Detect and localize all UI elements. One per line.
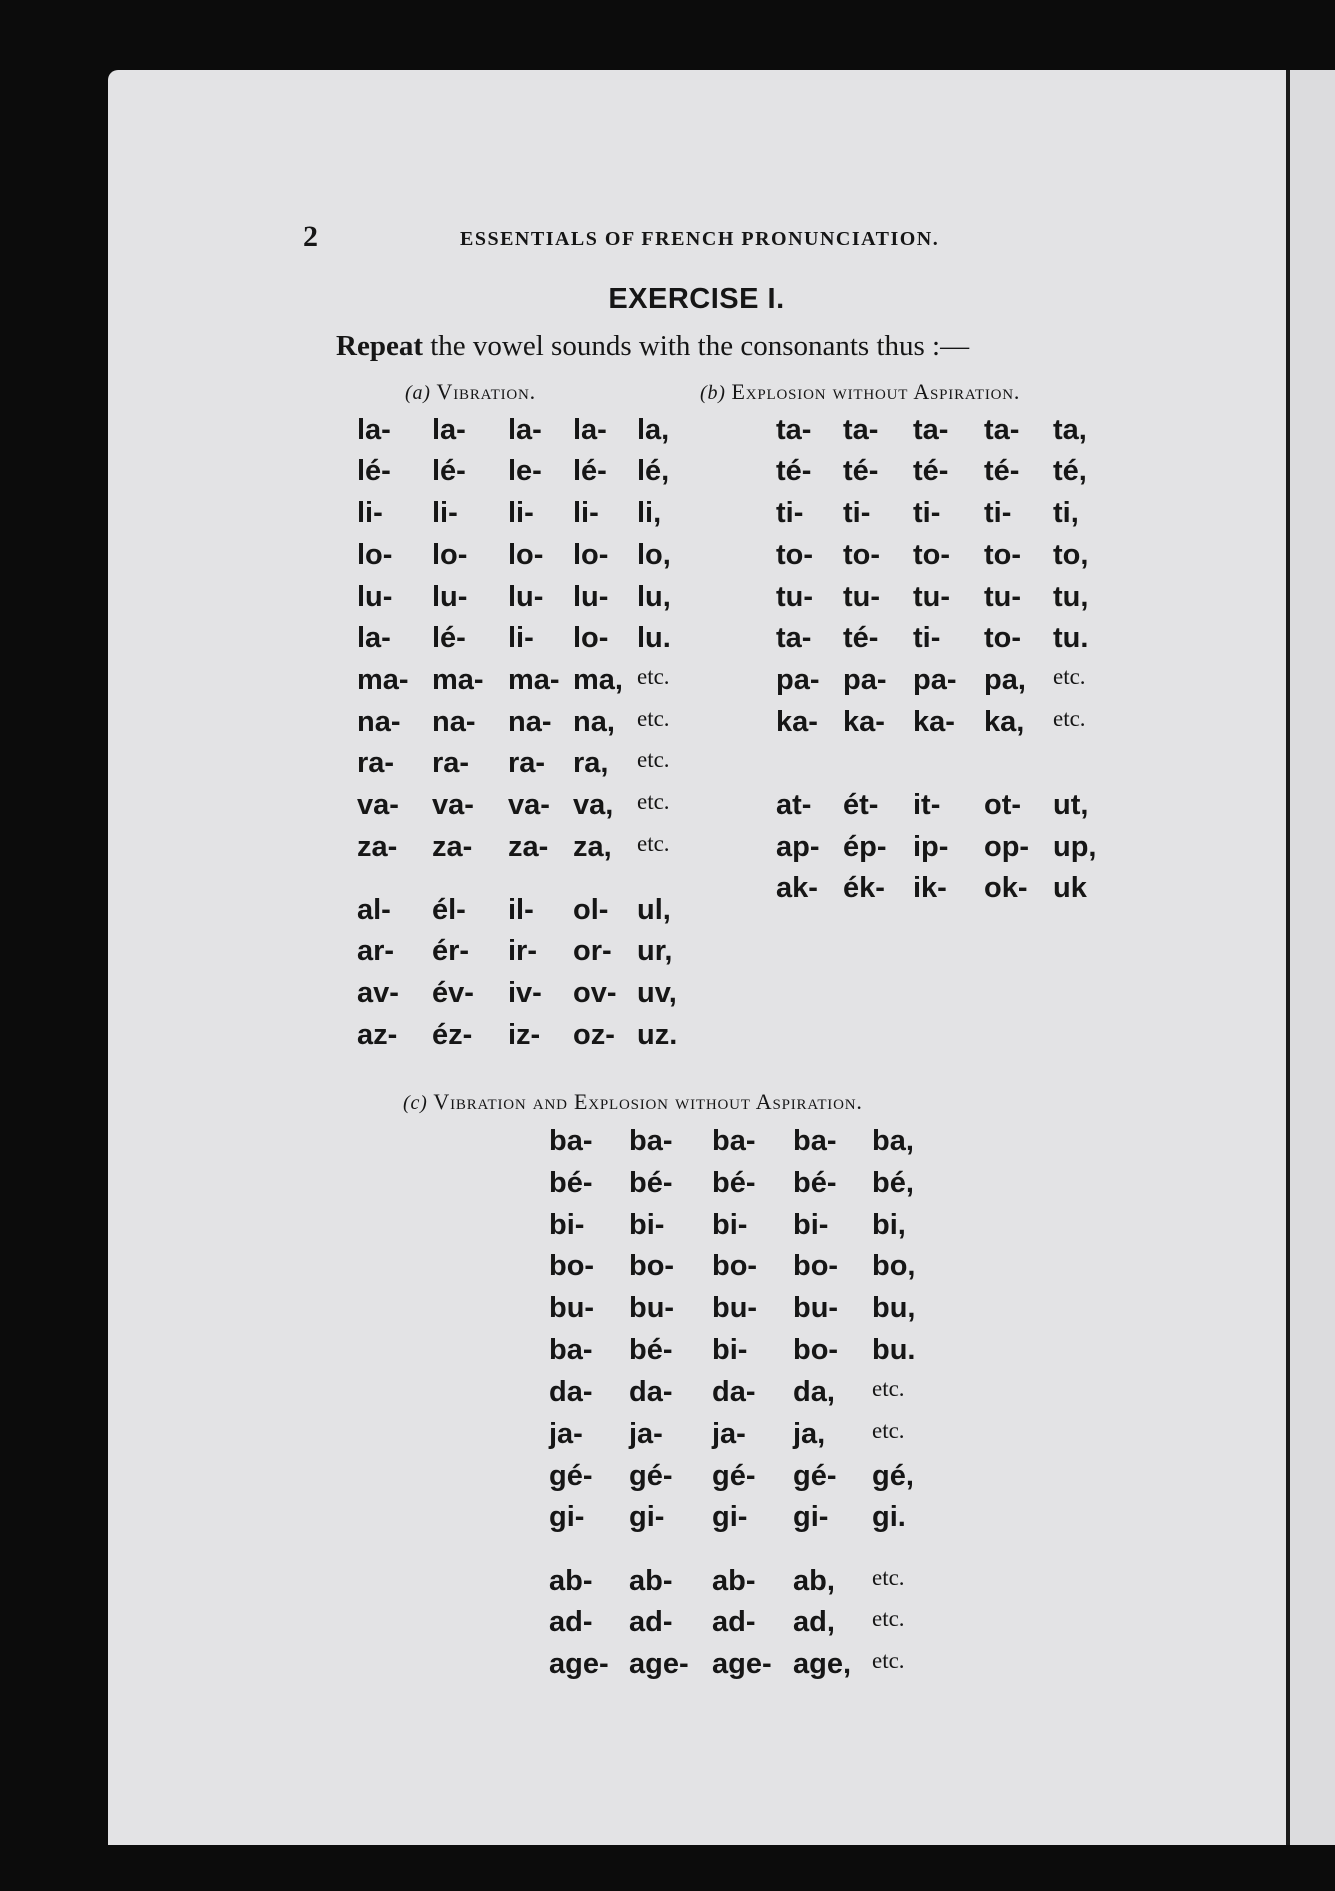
etc-label: etc. — [1053, 664, 1086, 689]
syllable-cell: lo- — [573, 622, 609, 654]
syllable-cell: la- — [357, 622, 391, 654]
syllable-cell: ép- — [843, 831, 887, 863]
syllable-cell: bé- — [712, 1167, 756, 1199]
syllable-cell: lu- — [432, 581, 468, 613]
syllable-cell: ta- — [984, 414, 1020, 446]
syllable-cell: za, — [573, 831, 612, 863]
syllable-cell: ra- — [432, 747, 470, 779]
page-number: 2 — [303, 220, 318, 253]
syllable-cell: op- — [984, 831, 1030, 863]
syllable-cell: tu- — [984, 581, 1022, 613]
syllable-cell: li- — [357, 497, 383, 529]
syllable-cell: té- — [984, 455, 1020, 487]
syllable-cell: uz. — [637, 1019, 678, 1051]
syllable-cell: la- — [432, 414, 466, 446]
syllable-cell: lu. — [637, 622, 671, 654]
syllable-cell: oz- — [573, 1019, 615, 1051]
syllable-cell: ti- — [776, 497, 804, 529]
syllable-cell: ip- — [913, 831, 949, 863]
section-c-marker: (c) — [403, 1092, 428, 1114]
syllable-cell: ra- — [357, 747, 395, 779]
syllable-cell: ka- — [843, 706, 885, 738]
exercise-title: EXERCISE I. — [608, 283, 785, 315]
etc-label: etc. — [637, 706, 670, 731]
syllable-cell: da- — [549, 1376, 593, 1408]
syllable-cell: da- — [712, 1376, 756, 1408]
syllable-cell: va- — [357, 789, 399, 821]
syllable-cell: uv, — [637, 977, 677, 1009]
syllable-cell: av- — [357, 977, 399, 1009]
syllable-cell: lé- — [573, 455, 607, 487]
syllable-cell: bi- — [549, 1209, 585, 1241]
syllable-cell: ba- — [549, 1125, 593, 1157]
syllable-cell: ék- — [843, 872, 885, 904]
syllable-cell: ar- — [357, 935, 395, 967]
syllable-cell: to- — [984, 622, 1022, 654]
syllable-cell: le- — [508, 455, 542, 487]
syllable-cell: gé- — [549, 1460, 593, 1492]
syllable-cell: bé- — [793, 1167, 837, 1199]
etc-label: etc. — [872, 1376, 905, 1401]
syllable-cell: za- — [432, 831, 473, 863]
syllable-cell: ba- — [712, 1125, 756, 1157]
syllable-cell: ut, — [1053, 789, 1089, 821]
syllable-cell: ét- — [843, 789, 879, 821]
syllable-cell: bu. — [872, 1334, 916, 1366]
syllable-cell: ba- — [793, 1125, 837, 1157]
syllable-cell: na- — [357, 706, 401, 738]
syllable-cell: gé- — [712, 1460, 756, 1492]
syllable-cell: ok- — [984, 872, 1028, 904]
etc-label: etc. — [637, 747, 670, 772]
syllable-cell: or- — [573, 935, 612, 967]
section-a-heading — [405, 379, 536, 405]
syllable-cell: ab- — [629, 1565, 673, 1597]
syllable-cell: bu, — [872, 1292, 916, 1324]
syllable-cell: bu- — [793, 1292, 839, 1324]
syllable-cell: ba- — [549, 1334, 593, 1366]
section-b-heading — [700, 379, 1020, 405]
syllable-cell: bu- — [712, 1292, 758, 1324]
syllable-cell: la- — [508, 414, 542, 446]
syllable-cell: bo- — [629, 1250, 675, 1282]
syllable-cell: ab- — [712, 1565, 756, 1597]
syllable-cell: li, — [637, 497, 662, 529]
syllable-cell: li- — [432, 497, 458, 529]
syllable-cell: iz- — [508, 1019, 541, 1051]
syllable-cell: na- — [508, 706, 552, 738]
syllable-cell: lo, — [637, 539, 671, 571]
syllable-cell: bu- — [549, 1292, 595, 1324]
instruction-line — [336, 330, 969, 363]
syllable-cell: té- — [913, 455, 949, 487]
syllable-cell: to- — [776, 539, 814, 571]
syllable-cell: age- — [549, 1648, 609, 1680]
syllable-cell: ad, — [793, 1606, 835, 1638]
syllable-cell: ov- — [573, 977, 617, 1009]
syllable-cell: bi- — [629, 1209, 665, 1241]
syllable-cell: gé, — [872, 1460, 914, 1492]
syllable-cell: al- — [357, 894, 391, 926]
syllable-cell: va- — [508, 789, 550, 821]
running-head: ESSENTIALS OF FRENCH PRONUNCIATION. — [460, 228, 940, 250]
syllable-cell: na- — [432, 706, 476, 738]
syllable-cell: pa- — [776, 664, 820, 696]
syllable-cell: ja- — [549, 1418, 583, 1450]
syllable-cell: to- — [984, 539, 1022, 571]
syllable-cell: to, — [1053, 539, 1089, 571]
section-b-title: Explosion without Aspiration. — [731, 379, 1021, 404]
syllable-cell: gi- — [629, 1501, 665, 1533]
syllable-cell: ma- — [357, 664, 409, 696]
syllable-cell: lo- — [357, 539, 393, 571]
syllable-cell: va, — [573, 789, 614, 821]
syllable-cell: lu- — [573, 581, 609, 613]
syllable-cell: tu- — [776, 581, 814, 613]
syllable-cell: ad- — [712, 1606, 756, 1638]
syllable-cell: év- — [432, 977, 474, 1009]
syllable-cell: ti- — [913, 497, 941, 529]
instruction-rest: the vowel sounds with the consonants thus :— — [422, 330, 970, 362]
syllable-cell: li- — [508, 497, 534, 529]
syllable-cell: ir- — [508, 935, 537, 967]
syllable-cell: lo- — [573, 539, 609, 571]
syllable-cell: bi- — [712, 1334, 748, 1366]
section-a-title: Vibration. — [436, 379, 536, 404]
syllable-cell: il- — [508, 894, 534, 926]
etc-label: etc. — [872, 1418, 905, 1443]
syllable-cell: ti, — [1053, 497, 1079, 529]
syllable-cell: té- — [843, 622, 879, 654]
syllable-cell: iv- — [508, 977, 542, 1009]
syllable-cell: éz- — [432, 1019, 473, 1051]
syllable-cell: ul, — [637, 894, 671, 926]
syllable-cell: lu- — [508, 581, 544, 613]
syllable-cell: ot- — [984, 789, 1022, 821]
syllable-cell: ti- — [843, 497, 871, 529]
syllable-cell: na, — [573, 706, 615, 738]
syllable-cell: to- — [913, 539, 951, 571]
syllable-cell: bé- — [629, 1167, 673, 1199]
syllable-cell: lu- — [357, 581, 393, 613]
syllable-cell: bo- — [793, 1334, 839, 1366]
etc-label: etc. — [872, 1606, 905, 1631]
syllable-cell: age- — [712, 1648, 772, 1680]
syllable-cell: ak- — [776, 872, 818, 904]
syllable-cell: ti- — [984, 497, 1012, 529]
syllable-cell: bé- — [549, 1167, 593, 1199]
syllable-cell: ta- — [776, 414, 812, 446]
syllable-cell: age, — [793, 1648, 852, 1680]
syllable-cell: gé- — [629, 1460, 673, 1492]
syllable-cell: té- — [843, 455, 879, 487]
instruction-lead: Repeat — [336, 330, 423, 362]
syllable-cell: gi. — [872, 1501, 906, 1533]
syllable-cell: bo- — [549, 1250, 595, 1282]
syllable-cell: la, — [637, 414, 670, 446]
syllable-cell: li- — [573, 497, 599, 529]
etc-label: etc. — [637, 789, 670, 814]
syllable-cell: za- — [508, 831, 549, 863]
syllable-cell: za- — [357, 831, 398, 863]
syllable-cell: lé, — [637, 455, 670, 487]
syllable-cell: li- — [508, 622, 534, 654]
syllable-cell: at- — [776, 789, 812, 821]
syllable-cell: gi- — [793, 1501, 829, 1533]
syllable-cell: ma- — [508, 664, 560, 696]
syllable-cell: ab- — [549, 1565, 593, 1597]
syllable-cell: it- — [913, 789, 941, 821]
syllable-cell: gi- — [549, 1501, 585, 1533]
syllable-cell: lu, — [637, 581, 671, 613]
syllable-cell: tu. — [1053, 622, 1089, 654]
etc-label: etc. — [872, 1648, 905, 1673]
syllable-cell: bi- — [712, 1209, 748, 1241]
syllable-cell: gé- — [793, 1460, 837, 1492]
syllable-cell: ma- — [432, 664, 484, 696]
syllable-cell: él- — [432, 894, 466, 926]
section-c-heading — [403, 1089, 863, 1115]
syllable-cell: tu, — [1053, 581, 1089, 613]
syllable-cell: ta- — [843, 414, 879, 446]
syllable-cell: da, — [793, 1376, 835, 1408]
syllable-cell: té- — [776, 455, 812, 487]
syllable-cell: pa- — [843, 664, 887, 696]
syllable-cell: ma, — [573, 664, 623, 696]
syllable-cell: ta, — [1053, 414, 1087, 446]
syllable-cell: la- — [573, 414, 607, 446]
syllable-cell: tu- — [913, 581, 951, 613]
syllable-cell: ja, — [793, 1418, 826, 1450]
syllable-cell: ja- — [712, 1418, 746, 1450]
syllable-cell: ér- — [432, 935, 470, 967]
syllable-cell: ur, — [637, 935, 673, 967]
syllable-cell: ol- — [573, 894, 609, 926]
syllable-cell: lo- — [508, 539, 544, 571]
syllable-cell: ja- — [629, 1418, 663, 1450]
syllable-cell: bé, — [872, 1167, 914, 1199]
syllable-cell: ik- — [913, 872, 947, 904]
section-a-marker: (a) — [405, 382, 431, 404]
syllable-cell: ab, — [793, 1565, 835, 1597]
syllable-cell: lé- — [432, 622, 466, 654]
syllable-cell: da- — [629, 1376, 673, 1408]
syllable-cell: lé- — [357, 455, 391, 487]
syllable-cell: ad- — [549, 1606, 593, 1638]
syllable-cell: ra, — [573, 747, 609, 779]
syllable-cell: bi, — [872, 1209, 906, 1241]
syllable-cell: bo- — [712, 1250, 758, 1282]
syllable-cell: la- — [357, 414, 391, 446]
syllable-cell: pa- — [913, 664, 957, 696]
syllable-cell: ra- — [508, 747, 546, 779]
etc-label: etc. — [872, 1565, 905, 1590]
syllable-cell: té, — [1053, 455, 1087, 487]
syllable-cell: uk — [1053, 872, 1087, 904]
syllable-cell: ap- — [776, 831, 820, 863]
syllable-cell: to- — [843, 539, 881, 571]
syllable-cell: ka- — [913, 706, 955, 738]
etc-label: etc. — [637, 831, 670, 856]
syllable-cell: ta- — [776, 622, 812, 654]
syllable-cell: ka, — [984, 706, 1025, 738]
syllable-cell: az- — [357, 1019, 398, 1051]
syllable-cell: ad- — [629, 1606, 673, 1638]
syllable-cell: pa, — [984, 664, 1026, 696]
syllable-cell: ta- — [913, 414, 949, 446]
section-b-marker: (b) — [700, 382, 726, 404]
syllable-cell: up, — [1053, 831, 1097, 863]
syllable-cell: va- — [432, 789, 474, 821]
syllable-cell: bo, — [872, 1250, 916, 1282]
syllable-cell: ti- — [913, 622, 941, 654]
syllable-cell: age- — [629, 1648, 689, 1680]
syllable-cell: bo- — [793, 1250, 839, 1282]
section-c-title: Vibration and Explosion without Aspiration. — [433, 1089, 863, 1114]
syllable-cell: lo- — [432, 539, 468, 571]
syllable-cell: bé- — [629, 1334, 673, 1366]
next-page-edge — [1286, 70, 1335, 1845]
etc-label: etc. — [1053, 706, 1086, 731]
syllable-cell: lé- — [432, 455, 466, 487]
syllable-cell: ba, — [872, 1125, 914, 1157]
syllable-cell: bi- — [793, 1209, 829, 1241]
syllable-cell: bu- — [629, 1292, 675, 1324]
syllable-cell: tu- — [843, 581, 881, 613]
syllable-cell: ka- — [776, 706, 818, 738]
etc-label: etc. — [637, 664, 670, 689]
syllable-cell: ba- — [629, 1125, 673, 1157]
syllable-cell: gi- — [712, 1501, 748, 1533]
